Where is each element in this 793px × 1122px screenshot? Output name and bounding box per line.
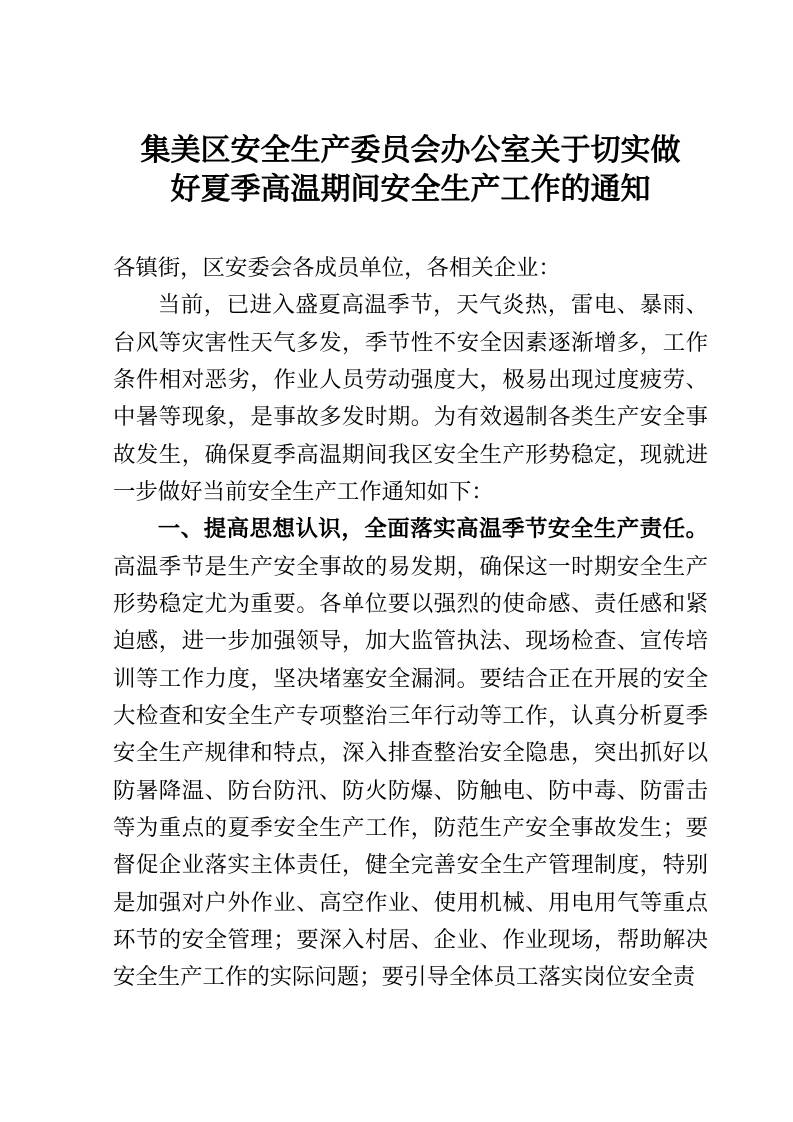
page-title-line-2: 好夏季高温期间安全生产工作的通知 [170,173,651,206]
title-body-spacer [113,209,708,249]
section-1-heading: 一、提高思想认识，全面落实高温季节安全生产责任。 [157,516,708,542]
intro-paragraph: 当前，已进入盛夏高温季节，天气炎热，雷电、暴雨、台风等灾害性天气多发，季节性不安全因素逐渐增多，工作条件相对恶劣，作业人员劳动强度大，极易出现过度疲劳、中暑等现象，是事故多发时期。为有效遏制各类生产安全事故发生，确保夏季高温期间我区安全生产形势稳定，现就进一步做好当前安全生产工作通知如下： [113,292,708,504]
page-title-line-1: 集美区安全生产委员会办公室关于切实做 [140,134,681,167]
document-body [113,249,708,996]
section-1-text: 高温季节是生产安全事故的易发期，确保这一时期安全生产形势稳定尤为重要。各单位要以强烈的使命感、责任感和紧迫感，进一步加强领导，加大监管执法、现场检查、宣传培训等工作力度，坚决堵塞安全漏洞。要结合正在开展的安全大检查和安全生产专项整治三年行动等工作，认真分析夏季安全生产规律和特点，深入排查整治安全隐患，突出抓好以防暑降温、防台防汛、防火防爆、防触电、防中毒、防雷击等为重点的夏季安全生产工作，防范生产安全事故发生；要督促企业落实主体责任，健全完善安全生产管理制度，特别是加强对户外作业、高空作业、使用机械、用电用气等重点环节的安全管理；要深入村居、企业、作业现场，帮助解决安全生产工作的实际问题；要引导全体员工落实岗位安全责 [113,553,708,990]
section-1-paragraph [113,510,708,995]
page-title [113,131,708,209]
salutation-line: 各镇街，区安委会各成员单位，各相关企业： [113,255,561,280]
